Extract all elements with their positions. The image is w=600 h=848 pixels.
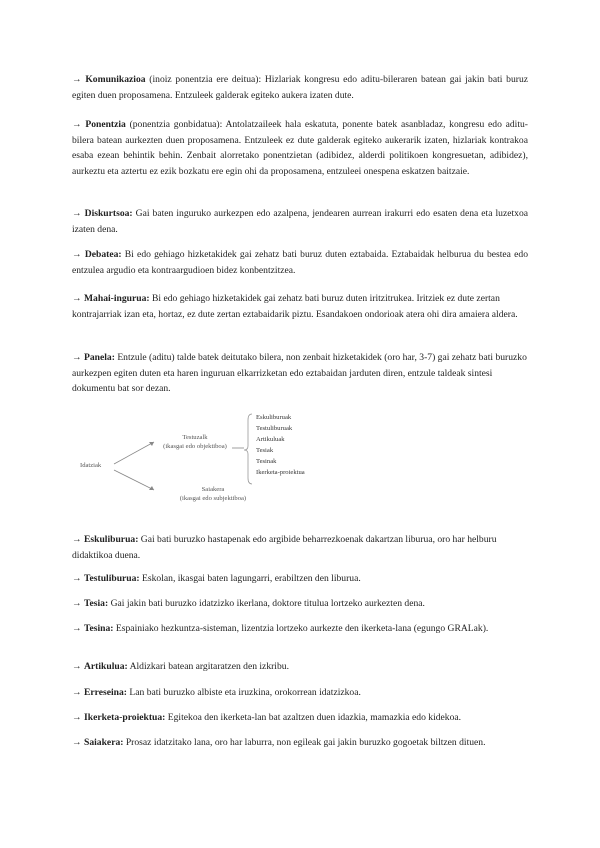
definition-text: Aldizkari batean argitaratzen den izkribu.	[127, 661, 289, 672]
arrow-icon: →	[72, 598, 82, 609]
arrow-icon: →	[72, 352, 82, 363]
diagram-list-item: Testuliburuak	[256, 425, 293, 432]
arrow-icon: →	[72, 661, 82, 672]
term-label: Mahai-ingurua:	[84, 293, 150, 304]
arrow-line-lower	[114, 470, 154, 490]
arrow-icon: →	[72, 573, 82, 584]
definition-tesina	[72, 621, 528, 637]
arrow-icon: →	[72, 293, 82, 304]
definition-artikulua	[72, 659, 528, 675]
definition-debatea	[72, 247, 528, 278]
arrow-icon: →	[72, 623, 82, 634]
arrow-icon: →	[72, 74, 82, 85]
definition-text: Bi edo gehiago hizketakidek gai zehatz bati buruz duten iritzitrukea. Iritziek ez dute zertan kontrajarriak izan eta, hortaz, ez dute zertan eztabaidarik piztu. Esandakoen ondorioak atera ohi dira amaiera aldera.	[72, 293, 518, 320]
diagram-list-item: Artikuluak	[256, 436, 285, 443]
definition-text: Espainiako hezkuntza-sisteman, lizentzia lortzeko aurkezte den ikerketa-lana (egungo GRALak).	[113, 623, 489, 634]
term-label: Panela:	[84, 352, 115, 363]
diagram-list-item: Tesinak	[256, 458, 277, 465]
term-label: Testuliburua:	[84, 573, 140, 584]
definition-eskuliburua	[72, 532, 528, 563]
definition-mahai-ingurua	[72, 291, 528, 322]
diagram-branch1-title: Testuzalk	[182, 434, 208, 441]
definition-text: Entzule (aditu) talde batek deitutako bilera, non zenbait hizketakidek (oro har, 3-7) gai zehatz bati buruzko aurkezpen egiten duten eta haren inguruan elkarrizketan edo eztabaidan jarduten diren, entzule taldeak sintesi dokumentu bat sor dezan.	[72, 352, 527, 394]
term-label: Tesia:	[84, 598, 109, 609]
definition-tesia	[72, 596, 528, 612]
definition-text: (inoiz ponentzia ere deitua): Hizlariak kongresu edo aditu-bileraren batean gai jakin bati buruz egiten duen proposamena. Entzuleek galderak egiteko aukera izaten dute.	[72, 74, 528, 101]
term-label: Tesina:	[84, 623, 114, 634]
definition-text: Eskolan, ikasgai baten lagungarri, erabiltzen den liburua.	[139, 573, 361, 584]
definition-text: Gai bati buruzko hastapenak edo argibide beharrezkoenak dakartzan liburua, oro har helburu didaktikoa duena.	[72, 534, 497, 561]
definition-text: Bi edo gehiago hizketakidek gai zehatz bati buruz duten eztabaida. Eztabaidak helburua du bestea edo entzulea argudio eta kontraargudioen bidez konbentzitzea.	[72, 249, 528, 276]
definition-erreseina	[72, 685, 528, 701]
diagram-list-item: Ikerketa-proiektua	[256, 469, 305, 476]
definition-ponentzia	[72, 117, 528, 179]
arrow-icon: →	[72, 712, 82, 723]
definition-testuliburua	[72, 571, 528, 587]
arrow-icon: →	[72, 119, 82, 130]
term-label: Ponentzia	[85, 119, 126, 130]
definition-text: Gai baten inguruko aurkezpen edo azalpena, jendearen aurrean irakurri edo esaten dena eta luzetxoa izaten dena.	[72, 208, 529, 235]
diagram-root-label: Idatziak	[80, 462, 102, 469]
diagram-branch2-title: Saiakera	[201, 486, 225, 493]
diagram-list-item: Tesiak	[256, 447, 274, 454]
term-label: Komunikazioa	[85, 74, 146, 85]
brace	[244, 414, 252, 484]
definition-ikerketa-proiektua	[72, 710, 528, 726]
definition-text: (ponentzia gonbidatua): Antolatzaileek hala eskatuta, ponente batek asanbladaz, kongresu edo aditu-bilera batean aurkezten duen proposamena. Entzuleek ez dute galderak egiteko aukerarik izaten, hizlariak kontrakoa esaba ezean behintik behin. Zenbait alorretako ponentzietan (adibidez, alderdi politikoen kongresuetan, adibidez), aurkeztu eta aztertu ez ezik bozkatu ere egin ohi da proposamena, entzuleei onespena eskatzen baitzaie.	[72, 119, 528, 177]
definition-diskurtsoa	[72, 206, 528, 237]
definition-text: Prosaz idatzitako lana, oro har laburra, non egileak gai jakin buruzko gogoetak biltzen dituen.	[123, 737, 486, 748]
term-label: Eskuliburua:	[84, 534, 139, 545]
diagram-branch2-subtitle: (ikasgai edo subjektiboa)	[179, 495, 247, 502]
diagram-branch1-subtitle: (ikasgai edo objektiboa)	[163, 443, 227, 450]
term-label: Ikerketa-proiektua:	[84, 712, 166, 723]
term-label: Artikulua:	[84, 661, 128, 672]
definition-text: Lan bati buruzko albiste eta iruzkina, orokorrean idatzizkoa.	[127, 687, 361, 698]
arrow-icon: →	[72, 249, 82, 260]
definition-saiakera	[72, 735, 528, 751]
classification-diagram	[72, 408, 372, 518]
arrow-icon: →	[72, 737, 82, 748]
arrow-icon: →	[72, 534, 82, 545]
term-label: Saiakera:	[84, 737, 124, 748]
term-label: Diskurtsoa:	[84, 208, 133, 219]
definition-text: Egitekoa den ikerketa-lan bat azaltzen duen idazkia, mamazkia edo kidekoa.	[165, 712, 462, 723]
definition-text: Gai jakin bati buruzko idatzizko ikerlana, doktore titulua lortzeko aurkezten dena.	[108, 598, 425, 609]
term-label: Erreseina:	[84, 687, 127, 698]
arrow-icon: →	[72, 208, 82, 219]
diagram-list-item: Eskuliburuak	[256, 414, 292, 421]
arrow-line-upper	[114, 442, 154, 464]
definition-komunikazioa	[72, 72, 528, 103]
arrow-icon: →	[72, 687, 82, 698]
term-label: Debatea:	[84, 249, 122, 260]
definition-panela	[72, 350, 528, 397]
